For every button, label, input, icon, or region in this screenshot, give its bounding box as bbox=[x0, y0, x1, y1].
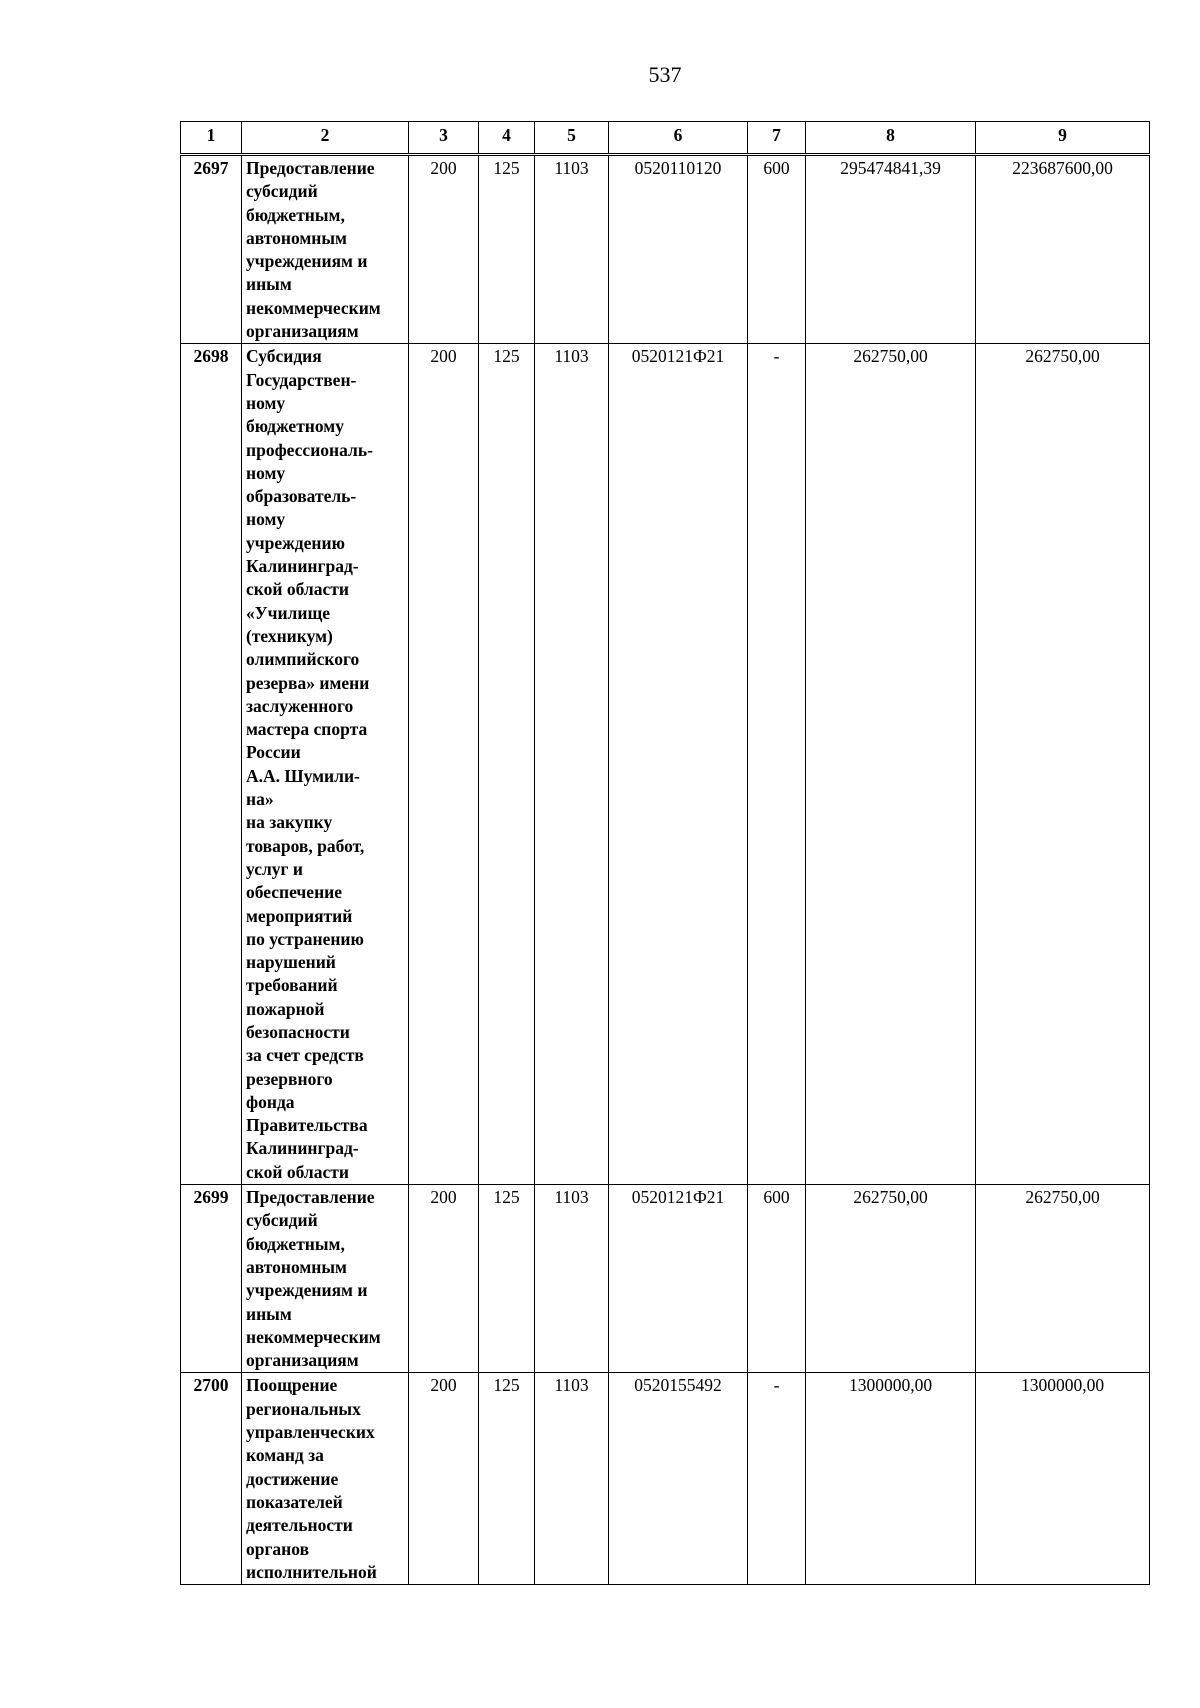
description-line: деятельности bbox=[246, 1515, 353, 1536]
cell-col-6: 0520155492 bbox=[609, 1373, 748, 1585]
table-row bbox=[181, 1373, 1150, 1585]
cell-col-7: 600 bbox=[748, 155, 806, 344]
description-line: «Училище bbox=[246, 602, 330, 623]
description-line: (техникум) bbox=[246, 625, 333, 646]
cell-col-7: 600 bbox=[748, 1185, 806, 1373]
description-line: ному bbox=[246, 509, 286, 530]
column-header-9: 9 bbox=[976, 122, 1150, 155]
description-line: достижение bbox=[246, 1468, 339, 1489]
description-line: Государствен- bbox=[246, 369, 357, 390]
row-number: 2699 bbox=[181, 1185, 242, 1373]
description-line: услуг и bbox=[246, 858, 303, 879]
description-line: некоммерческим bbox=[246, 297, 381, 318]
description-line: обеспечение bbox=[246, 882, 343, 903]
cell-col-9: 262750,00 bbox=[976, 344, 1150, 1185]
column-header-8: 8 bbox=[806, 122, 976, 155]
description-line: ской области bbox=[246, 1161, 349, 1182]
column-header-1: 1 bbox=[181, 122, 242, 155]
description-line: учреждению bbox=[246, 532, 345, 553]
column-header-5: 5 bbox=[535, 122, 609, 155]
description-line: управленческих bbox=[246, 1422, 375, 1443]
cell-col-6: 0520110120 bbox=[609, 155, 748, 344]
cell-col-4: 125 bbox=[479, 1373, 535, 1585]
cell-col-8: 295474841,39 bbox=[806, 155, 976, 344]
description-line: субсидий bbox=[246, 1210, 318, 1231]
cell-col-6: 0520121Ф21 bbox=[609, 344, 748, 1185]
description-line: автономным bbox=[246, 1256, 347, 1277]
description-line: по устранению bbox=[246, 928, 364, 949]
description-line: Предоставление bbox=[246, 1187, 375, 1208]
description-line: А.А. Шумили- bbox=[246, 765, 360, 786]
description-line: на» bbox=[246, 789, 274, 810]
description-line: учреждениям и bbox=[246, 251, 368, 272]
description-line: профессиональ- bbox=[246, 439, 373, 460]
cell-col-4: 125 bbox=[479, 344, 535, 1185]
description-line: Предоставление bbox=[246, 158, 375, 178]
header-row bbox=[181, 122, 1150, 155]
description-line: Поощрение bbox=[246, 1375, 338, 1396]
description-line: России bbox=[246, 742, 301, 763]
description-line: резерва» имени bbox=[246, 672, 370, 693]
description-line: некоммерческим bbox=[246, 1326, 381, 1347]
description-line: региональных bbox=[246, 1398, 361, 1419]
description-line: бюджетным, bbox=[246, 1233, 345, 1254]
row-number: 2698 bbox=[181, 344, 242, 1185]
description-line: на закупку bbox=[246, 812, 333, 833]
cell-col-3: 200 bbox=[409, 344, 479, 1185]
column-header-7: 7 bbox=[748, 122, 806, 155]
row-description bbox=[242, 155, 409, 344]
cell-col-3: 200 bbox=[409, 1185, 479, 1373]
row-description bbox=[242, 1185, 409, 1373]
column-header-2: 2 bbox=[242, 122, 409, 155]
description-line: товаров, работ, bbox=[246, 835, 365, 856]
cell-col-4: 125 bbox=[479, 155, 535, 344]
column-header-4: 4 bbox=[479, 122, 535, 155]
description-line: иным bbox=[246, 274, 292, 295]
cell-col-5: 1103 bbox=[535, 155, 609, 344]
description-line: фонда bbox=[246, 1091, 295, 1112]
cell-col-8: 262750,00 bbox=[806, 344, 976, 1185]
description-line: заслуженного bbox=[246, 695, 354, 716]
description-line: субсидий bbox=[246, 181, 318, 202]
column-header-6: 6 bbox=[609, 122, 748, 155]
cell-col-5: 1103 bbox=[535, 1373, 609, 1585]
description-line: организациям bbox=[246, 321, 359, 342]
description-line: ской области bbox=[246, 579, 349, 600]
row-number: 2700 bbox=[181, 1373, 242, 1585]
table-row bbox=[181, 1185, 1150, 1373]
column-header-3: 3 bbox=[409, 122, 479, 155]
description-line: за счет средств bbox=[246, 1045, 364, 1066]
description-line: Калининград- bbox=[246, 556, 359, 577]
description-line: безопасности bbox=[246, 1021, 350, 1042]
cell-col-8: 262750,00 bbox=[806, 1185, 976, 1373]
description-line: органов bbox=[246, 1538, 310, 1559]
description-line: Субсидия bbox=[246, 346, 322, 367]
description-line: Калининград- bbox=[246, 1138, 359, 1159]
description-line: иным bbox=[246, 1303, 292, 1324]
row-description bbox=[242, 1373, 409, 1585]
description-line: требований bbox=[246, 975, 338, 996]
description-line: автономным bbox=[246, 227, 347, 248]
description-line: мастера спорта bbox=[246, 719, 368, 740]
cell-col-9: 223687600,00 bbox=[976, 155, 1150, 344]
description-line: нарушений bbox=[246, 952, 336, 973]
table-row bbox=[181, 344, 1150, 1185]
description-line: команд за bbox=[246, 1445, 324, 1466]
cell-col-7: - bbox=[748, 344, 806, 1185]
description-line: олимпийского bbox=[246, 649, 360, 670]
description-line: резервного bbox=[246, 1068, 333, 1089]
cell-col-9: 1300000,00 bbox=[976, 1373, 1150, 1585]
description-line: ному bbox=[246, 462, 286, 483]
row-description bbox=[242, 344, 409, 1185]
cell-col-5: 1103 bbox=[535, 1185, 609, 1373]
cell-col-4: 125 bbox=[479, 1185, 535, 1373]
cell-col-9: 262750,00 bbox=[976, 1185, 1150, 1373]
cell-col-6: 0520121Ф21 bbox=[609, 1185, 748, 1373]
description-line: Правительства bbox=[246, 1115, 368, 1136]
description-line: ному bbox=[246, 392, 286, 413]
description-line: организациям bbox=[246, 1350, 359, 1371]
description-line: учреждениям и bbox=[246, 1280, 368, 1301]
cell-col-3: 200 bbox=[409, 155, 479, 344]
description-line: образователь- bbox=[246, 486, 357, 507]
page-number: 537 bbox=[648, 62, 682, 87]
cell-col-5: 1103 bbox=[535, 344, 609, 1185]
budget-table bbox=[180, 121, 1150, 1585]
description-line: исполнительной bbox=[246, 1561, 377, 1582]
description-line: пожарной bbox=[246, 998, 325, 1019]
table-row bbox=[181, 155, 1150, 344]
description-line: мероприятий bbox=[246, 905, 353, 926]
cell-col-3: 200 bbox=[409, 1373, 479, 1585]
row-number: 2697 bbox=[181, 155, 242, 344]
description-line: бюджетному bbox=[246, 416, 344, 437]
description-line: бюджетным, bbox=[246, 204, 345, 225]
cell-col-7: - bbox=[748, 1373, 806, 1585]
description-line: показателей bbox=[246, 1491, 343, 1512]
cell-col-8: 1300000,00 bbox=[806, 1373, 976, 1585]
